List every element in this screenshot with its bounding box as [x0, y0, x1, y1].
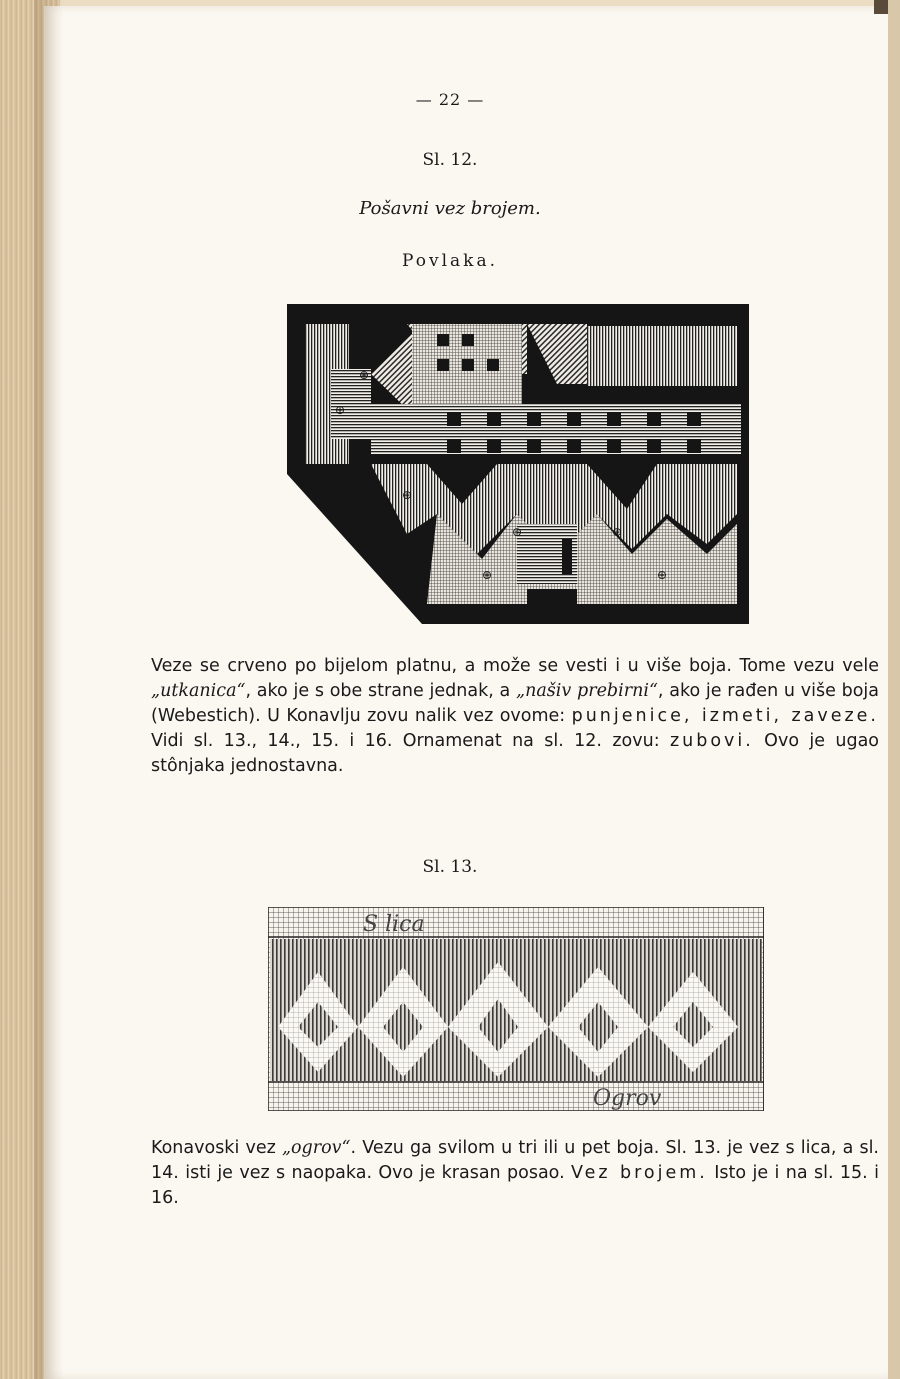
paragraph-1-text-b: , ako je s obe strane jednak, a [245, 681, 517, 701]
figure-13-label: Sl. 13. [422, 857, 478, 877]
term-vez-brojem: Vez brojem. [571, 1163, 708, 1183]
paragraph-1 [151, 654, 879, 779]
svg-text:⊕: ⊕ [657, 568, 668, 582]
paragraph-2-text-a: Konavoski vez [151, 1138, 282, 1158]
svg-text:⊕: ⊕ [359, 438, 370, 452]
figure-12-caption: Povlaka. [401, 251, 498, 271]
figure-12-embroidery-image [287, 304, 749, 624]
term-ogrov: „ogrov“ [281, 1138, 351, 1158]
paragraph-1-text-c: , ako je rađen u više boja (Webestich). U Konavlju zovu nalik vez ovome: [151, 681, 880, 726]
svg-text:⊕: ⊕ [512, 525, 523, 539]
paragraph-1-text-e: Ovo je ugao stônjaka jednostavna. [151, 731, 879, 776]
paragraph-2-text-c: Isto je i na sl. 15. i 16. [151, 1163, 879, 1208]
term-zubovi: zubovi. [669, 731, 754, 751]
svg-text:⊕: ⊕ [402, 488, 413, 502]
spaced-terms: punjenice, izmeti, zaveze. [571, 706, 879, 726]
corner-mark [874, 0, 888, 14]
figure-13-script-bottom: Ogrov [593, 1086, 662, 1111]
paragraph-1-text-d: Vidi sl. 13., 14., 15. i 16. Ornamenat na sl. 12. zovu: [151, 731, 670, 751]
svg-text:⊕: ⊕ [335, 403, 346, 417]
term-utkanica: „utkanica“ [151, 681, 246, 701]
paragraph-2-text-b: . Vezu ga svilom u tri ili u pet boja. Sl. 13. je vez s lica, a sl. 14. isti je vez s naopaka. Ovo je krasan posao. [151, 1138, 879, 1183]
term-nasiv-prebirni: „našiv prebirni“ [516, 681, 658, 701]
figure-13-script-top: S lica [363, 912, 425, 937]
paragraph-2 [151, 1136, 879, 1211]
svg-text:⊕: ⊕ [612, 525, 623, 539]
figure-13-grid-image [268, 907, 764, 1111]
svg-text:⊕: ⊕ [482, 568, 493, 582]
figure-12-subtitle: Pošavni vez brojem. [359, 198, 541, 219]
figure-12-label: Sl. 12. [422, 150, 478, 170]
paragraph-1-text-a: Veze se crveno po bijelom platnu, a može se vesti i u više boja. Tome vezu vele [151, 656, 879, 676]
svg-text:⊕: ⊕ [359, 368, 370, 382]
page-number: — 22 — [415, 90, 485, 109]
